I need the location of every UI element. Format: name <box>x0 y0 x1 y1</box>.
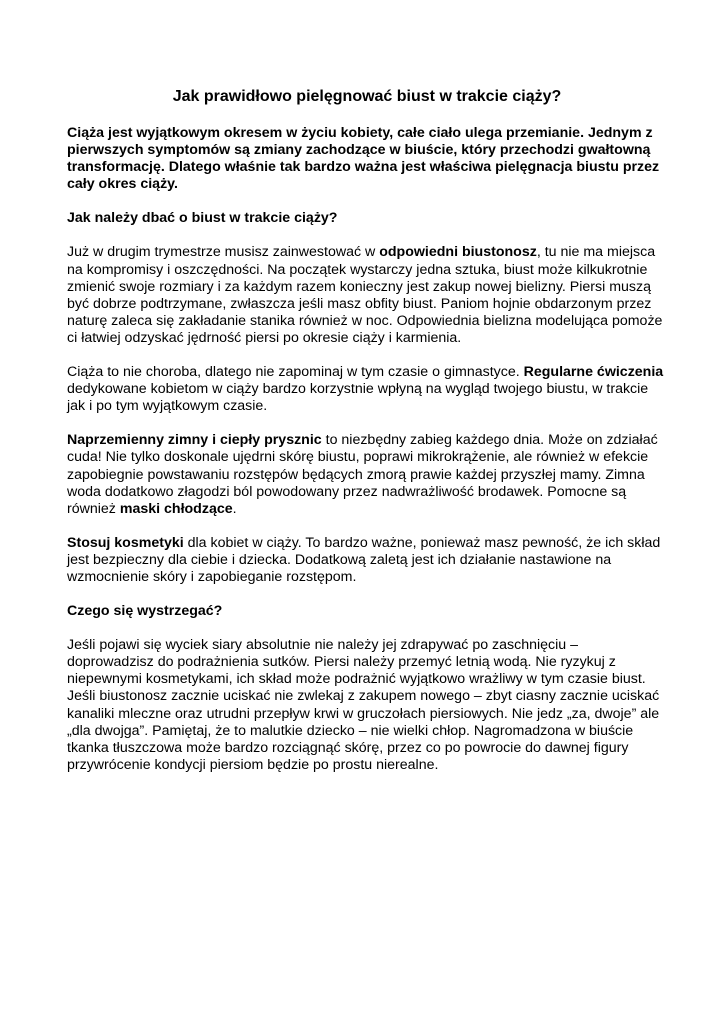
intro-paragraph: Ciąża jest wyjątkowym okresem w życiu kobiety, całe ciało ulega przemianie. Jednym z pierwszych symptomów są zmiany zachodzące w biuście, który przechodzi gwałtowną transformację. Dlatego właśnie tak bardzo ważna jest właściwa pielęgnacja biustu przez cały okres ciąży. <box>67 125 660 193</box>
text-span: dla kobiet w ciąży. To bardzo ważne, ponieważ masz pewność, że ich skład jest bezpieczny dla ciebie i dziecka. Dodatkową zaletą jest ich działanie nastawione na wzmocnienie skóry i zapobieganie rozstępom. <box>67 534 661 585</box>
bold-phrase-cosmetics: Stosuj kosmetyki <box>67 534 184 551</box>
document-title: Jak prawidłowo pielęgnować biust w trakcie ciąży? <box>172 88 562 105</box>
text-span: , tu nie ma miejsca na kompromisy i oszczędności. Na początek wystarczy jedna sztuka, biust może kilkukrotnie zmienić swoje rozmiary i za każdym razem konieczny jest zakup nowej bielizny. Piersi muszą być dobrze podtrzymane, zwłaszcza jeśli masz obfity biust. Paniom hojnie obdarzonym przez naturę zaleca się zakładanie stanika również w noc. Odpowiednia bielizna modelująca pomoże ci łatwiej odzyskać jędrność piersi po okresie ciąży i karmienia. <box>67 244 663 346</box>
bold-phrase-exercise: Regularne ćwiczenia <box>523 364 664 381</box>
paragraph-shower <box>67 432 667 517</box>
paragraph-exercise <box>67 364 667 415</box>
section-heading-avoid: Czego się wystrzegać? <box>67 603 223 620</box>
text-span: dedykowane kobietom w ciąży bardzo korzystnie wpłyną na wygląd twojego biustu, w trakcie jak i po tym wyjątkowym czasie. <box>67 381 649 415</box>
text-span: Już w drugim trymestrze musisz zainwestować w <box>67 244 380 261</box>
bold-phrase-bra: odpowiedni biustonosz <box>379 244 537 261</box>
text-span: Ciąża to nie choroba, dlatego nie zapominaj w tym czasie o gimnastyce. <box>67 364 524 381</box>
bold-phrase-shower: Naprzemienny zimny i ciepły prysznic <box>67 432 322 449</box>
bold-phrase-masks: maski chłodzące <box>119 500 233 517</box>
text-span: . <box>232 500 237 517</box>
paragraph-cosmetics <box>67 535 667 586</box>
text-span: to niezbędny zabieg każdego dnia. Może on zdziałać cuda! Nie tylko doskonale ujędrni skórę biustu, poprawi mikrokrążenie, ale również w efekcie zapobiegnie powstawaniu rozstępów będących zmorą prawie każdej przyszłej mamy. Zimna woda dodatkowo złagodzi ból powodowany przez nadwrażliwość brodawek. Pomocne są również <box>67 432 658 517</box>
paragraph-avoid: Jeśli pojawi się wyciek siary absolutnie nie należy jej zdrapywać po zaschnięciu – doprowadzisz do podrażnienia sutków. Piersi należy przemyć letnią wodą. Nie ryzykuj z niepewnymi kosmetykami, ich skład może podrażnić wyjątkowo wrażliwy w tym czasie biust. Jeśli biustonosz zacznie uciskać nie zwlekaj z zakupem nowego – zbyt ciasny zacznie uciskać kanaliki mleczne oraz utrudni przepływ krwi w gruczołach piersiowych. Nie jedz „za, dwoje” ale „dla dwojga”. Pamiętaj, że to malutkie dziecko – nie wielki chłop. Nagromadzona w biuście tkanka tłuszczowa może bardzo rozciągnąć skórę, przez co po powrocie do dawnej figury przywrócenie kondycji piersiom będzie po prostu nierealne. <box>67 637 660 773</box>
document-page <box>67 87 667 791</box>
section-heading-care: Jak należy dbać o biust w trakcie ciąży? <box>67 210 338 227</box>
paragraph-bra <box>67 244 667 347</box>
